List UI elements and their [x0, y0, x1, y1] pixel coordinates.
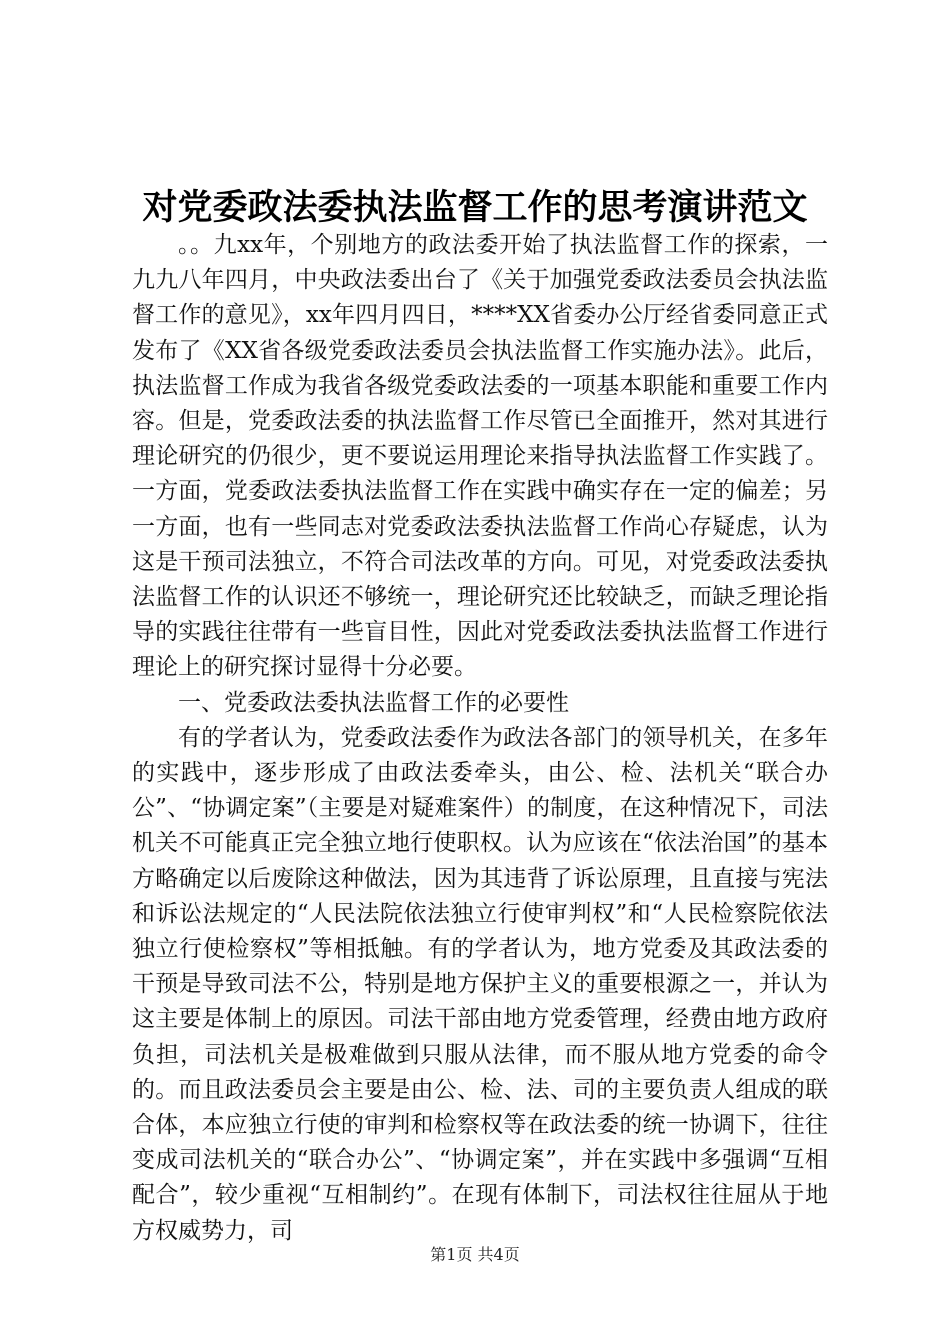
document-title: 对党委政法委执法监督工作的思考演讲范文: [142, 187, 808, 228]
document-body: [132, 228, 828, 1249]
paragraph-section-1: 有的学者认为，党委政法委作为政法各部门的领导机关，在多年的实践中，逐步形成了由政法委牵头，由公、检、法机关“联合办公”、“协调定案”（主要是对疑难案件）的制度，在这种情况下，司法机关不可能真正完全独立地行使职权。认为应该在“依法治国”的基本方略确定以后废除这种做法，因为其违背了诉讼原理，且直接与宪法和诉讼法规定的“人民法院依法独立行使审判权”和“人民检察院依法独立行使检察权”等相抵触。有的学者认为，地方党委及其政法委的干预是导致司法不公，特别是地方保护主义的重要根源之一，并认为这主要是体制上的原因。司法干部由地方党委管理，经费由地方政府负担，司法机关是极难做到只服从法律，而不服从地方党委的命令的。而且政法委员会主要是由公、检、法、司的主要负责人组成的联合体，本应独立行使的审判和检察权等在政法委的统一协调下，往往变成司法机关的“联合办公”、“协调定案”，并在实践中多强调“互相配合”，较少重视“互相制约”。在现有体制下，司法权往往屈从于地方权威势力，司: [132, 724, 828, 1244]
page-footer: 第1页 共4页: [430, 1245, 520, 1264]
paragraph-intro: 。。九xx年，个别地方的政法委开始了执法监督工作的探索，一九九八年四月，中央政法委出台了《关于加强党委政法委员会执法监督工作的意见》，xx年四月四日，****XX省委办公厅经省委同意正式发布了《XX省各级党委政法委员会执法监督工作实施办法》。此后，执法监督工作成为我省各级党委政法委的一项基本职能和重要工作内容。但是，党委政法委的执法监督工作尽管已全面推开，然对其进行理论研究的仍很少，更不要说运用理论来指导执法监督工作实践了。一方面，党委政法委执法监督工作在实践中确实存在一定的偏差；另一方面，也有一些同志对党委政法委执法监督工作尚心存疑虑，认为这是干预司法独立，不符合司法改革的方向。可见，对党委政法委执法监督工作的认识还不够统一，理论研究还比较缺乏，而缺乏理论指导的实践往往带有一些盲目性，因此对党委政法委执法监督工作进行理论上的研究探讨显得十分必要。: [132, 232, 828, 681]
section-heading-1: 一、党委政法委执法监督工作的必要性: [178, 689, 569, 716]
